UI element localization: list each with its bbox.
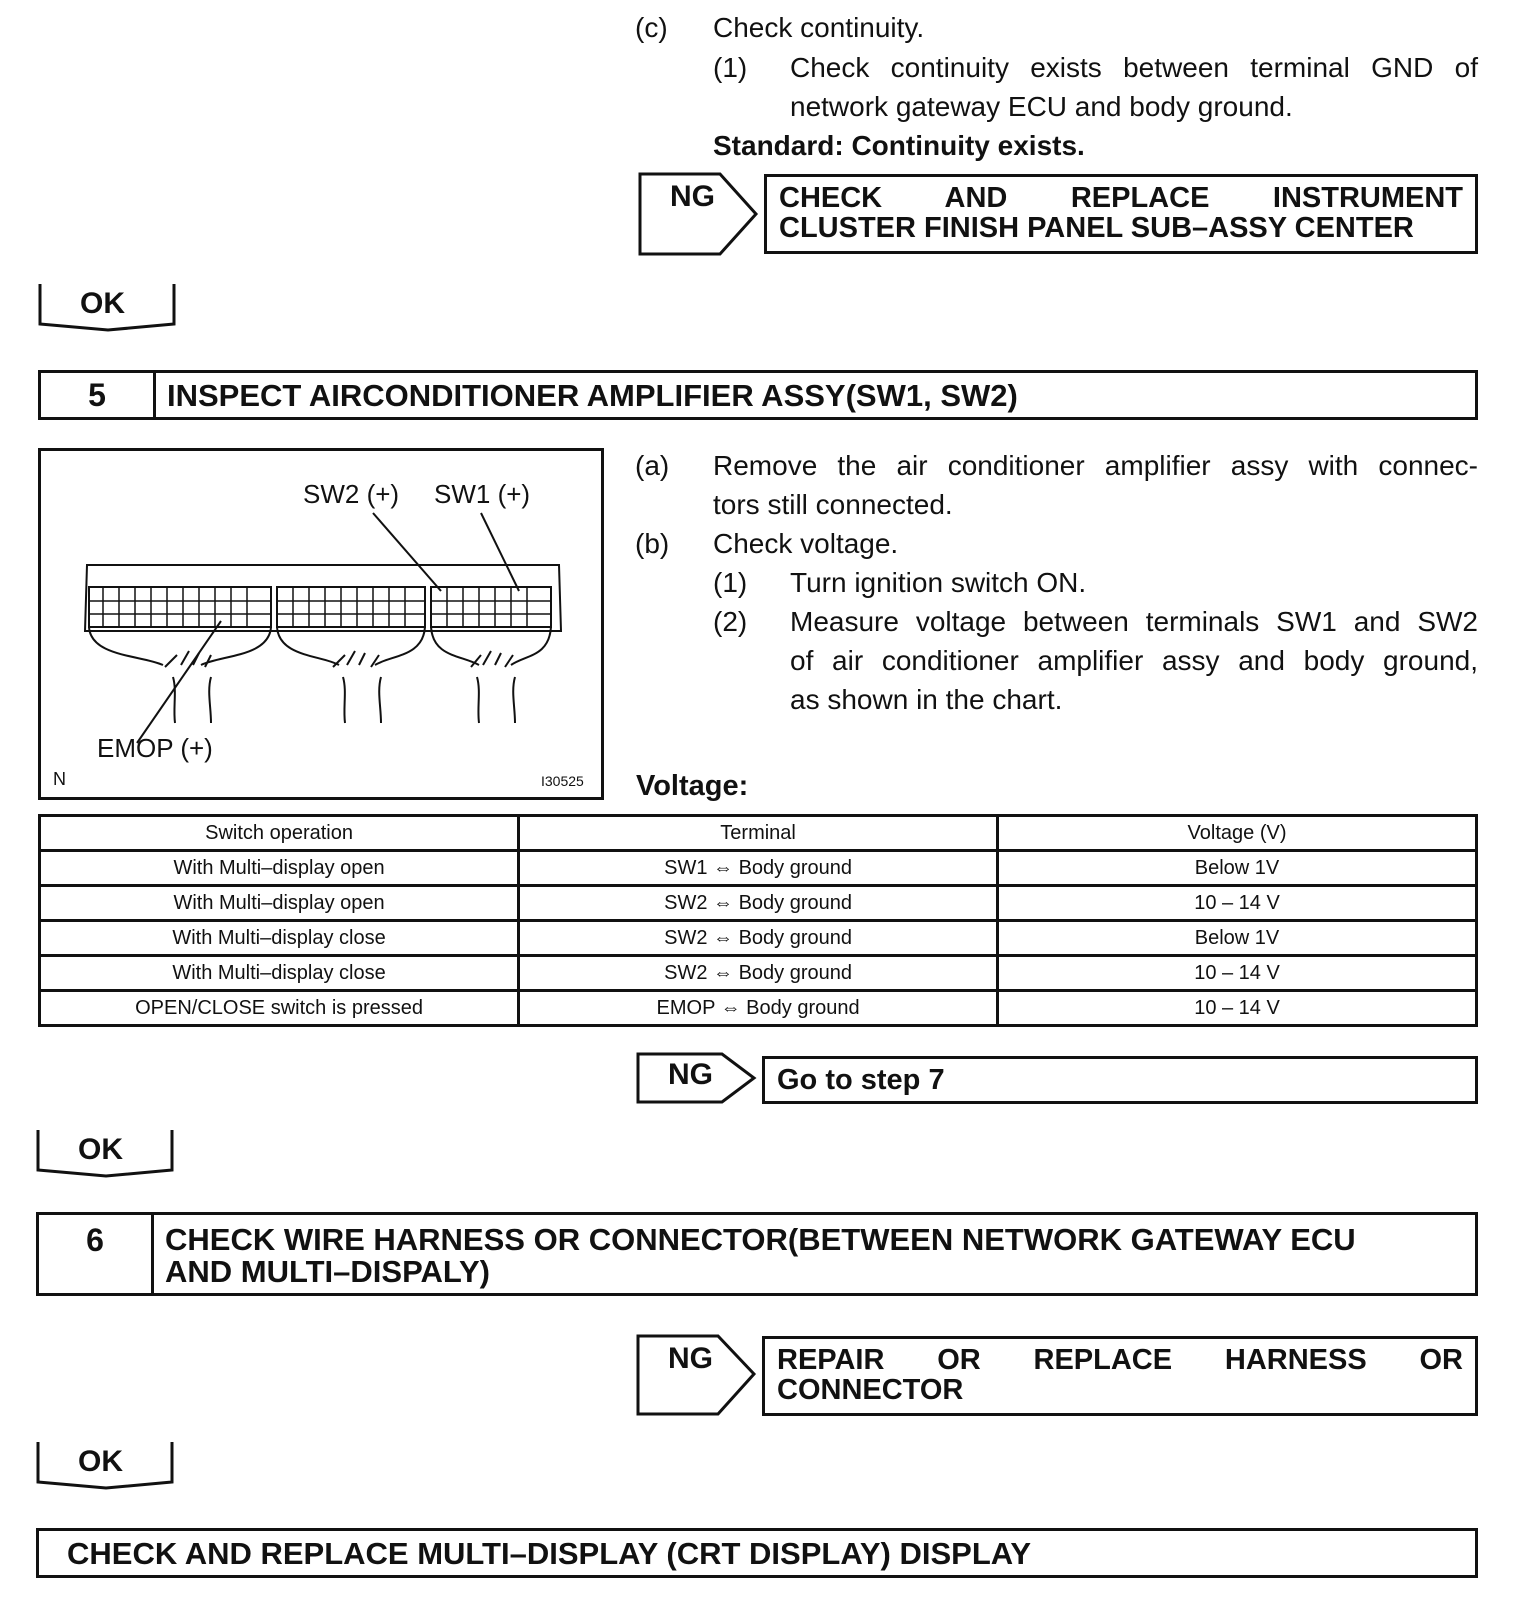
voltage-label: Voltage: — [636, 770, 749, 802]
ng-branch-3 — [636, 1334, 1478, 1418]
table-cell: SW2 ⇔ Body ground — [519, 921, 998, 956]
ng-action-box — [764, 174, 1478, 254]
ok-branch-3 — [36, 1440, 176, 1490]
table-cell: With Multi–display open — [40, 886, 519, 921]
ng-branch-2 — [636, 1052, 1478, 1104]
table-row — [40, 921, 1477, 956]
table-row — [40, 886, 1477, 921]
ok-label: OK — [78, 1445, 123, 1478]
ng-label: NG — [670, 180, 715, 213]
step-b1-marker: (1) — [713, 567, 748, 598]
table-cell: Below 1V — [998, 851, 1477, 886]
table-cell: EMOP ⇔ Body ground — [519, 991, 998, 1026]
step-c-marker: (c) — [635, 12, 668, 43]
table-cell: With Multi–display close — [40, 956, 519, 991]
table-cell: With Multi–display close — [40, 921, 519, 956]
step-a-marker: (a) — [635, 450, 670, 481]
step-number: 6 — [39, 1215, 154, 1293]
ng-action-box — [762, 1056, 1478, 1104]
step-b-text: Check voltage. — [713, 528, 899, 559]
ok-label: OK — [78, 1133, 123, 1166]
ng-action-line2: CLUSTER FINISH PANEL SUB–ASSY CENTER — [779, 212, 1414, 244]
table-cell: 10 – 14 V — [998, 886, 1477, 921]
ok-branch-1 — [38, 282, 178, 332]
table-cell: SW1 ⇔ Body ground — [519, 851, 998, 886]
table-header-cell: Terminal — [519, 816, 998, 851]
ng-action-line1: REPAIR OR REPLACE HARNESS OR — [777, 1344, 1463, 1376]
step-c1-line1: Check continuity exists between terminal GND of — [790, 52, 1478, 83]
ok-label: OK — [80, 287, 125, 320]
step-c1-line2: network gateway ECU and body ground. — [790, 91, 1293, 122]
step-title-line1: CHECK WIRE HARNESS OR CONNECTOR(BETWEEN NETWORK GATEWAY ECU — [165, 1222, 1356, 1257]
label-emop: EMOP (+) — [97, 733, 213, 763]
figure-corner-label: N — [53, 769, 66, 789]
step-title-line2: AND MULTI–DISPALY) — [165, 1254, 490, 1289]
step-c1-marker: (1) — [713, 52, 748, 83]
table-row — [40, 991, 1477, 1026]
ng-action-box — [762, 1336, 1478, 1416]
step-b1-text: Turn ignition switch ON. — [790, 567, 1087, 598]
ok-branch-2 — [36, 1128, 176, 1178]
ng-action-line1: CHECK AND REPLACE INSTRUMENT — [779, 182, 1463, 214]
table-cell: 10 – 14 V — [998, 991, 1477, 1026]
step-6-header — [36, 1212, 1478, 1296]
standard-text: Standard: Continuity exists. — [713, 130, 1085, 161]
ng-label: NG — [668, 1058, 713, 1091]
ng-action-line2: CONNECTOR — [777, 1374, 964, 1406]
final-action-box — [36, 1528, 1478, 1578]
step-title: INSPECT AIRCONDITIONER AMPLIFIER ASSY(SW1, SW2) — [167, 378, 1018, 413]
figure-code: I30525 — [541, 773, 584, 789]
table-cell: SW2 ⇔ Body ground — [519, 886, 998, 921]
final-action-text: CHECK AND REPLACE MULTI–DISPLAY (CRT DISPLAY) DISPLAY — [67, 1536, 1031, 1571]
table-row — [40, 851, 1477, 886]
step-b2-line3: as shown in the chart. — [790, 684, 1063, 715]
label-sw1: SW1 (+) — [434, 479, 531, 509]
ng-branch-1 — [638, 172, 1478, 256]
table-row — [40, 956, 1477, 991]
step-b2-line2: of air conditioner amplifier assy and body ground, — [790, 645, 1478, 676]
table-cell: With Multi–display open — [40, 851, 519, 886]
step-number: 5 — [41, 373, 156, 417]
voltage-table — [38, 814, 1478, 1027]
table-header-row — [40, 816, 1477, 851]
table-cell: Below 1V — [998, 921, 1477, 956]
label-sw2: SW2 (+) — [303, 479, 400, 509]
step-a-line1: Remove the air conditioner amplifier assy with connec- — [713, 450, 1478, 481]
step-b2-marker: (2) — [713, 606, 748, 637]
ng-action-text: Go to step 7 — [777, 1064, 945, 1096]
table-header-cell: Voltage (V) — [998, 816, 1477, 851]
table-cell: SW2 ⇔ Body ground — [519, 956, 998, 991]
table-header-cell: Switch operation — [40, 816, 519, 851]
table-cell: OPEN/CLOSE switch is pressed — [40, 991, 519, 1026]
table-cell: 10 – 14 V — [998, 956, 1477, 991]
step-c-text: Check continuity. — [713, 12, 925, 43]
connector-figure — [38, 448, 604, 800]
ng-label: NG — [668, 1342, 713, 1375]
step-b-marker: (b) — [635, 528, 670, 559]
step-b2-line1: Measure voltage between terminals SW1 and SW2 — [790, 606, 1478, 637]
step-a-line2: tors still connected. — [713, 489, 953, 520]
step-5-header — [38, 370, 1478, 420]
